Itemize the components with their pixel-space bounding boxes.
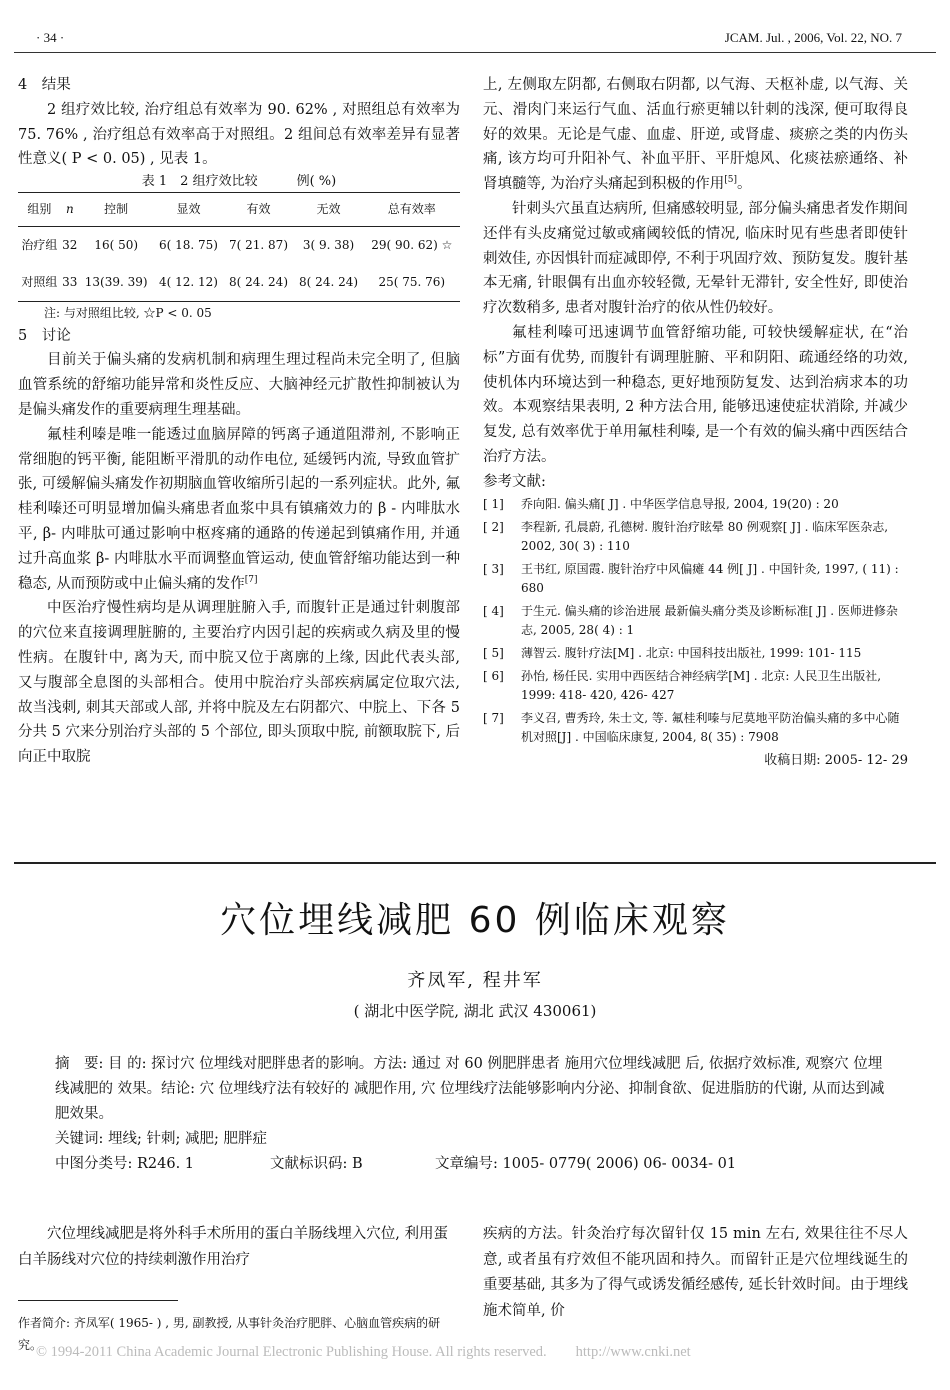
table-cell: 4( 12. 12)	[158, 274, 218, 289]
table-header: 有效	[224, 193, 294, 227]
table-header-row	[18, 193, 460, 227]
reference-item	[483, 560, 908, 598]
body-paragraph-continued: 疾病的方法。针灸治疗每次留针仅 15 min 左右, 效果往往不尽人意, 或者虽有疗效但不能巩固和持久。而留针正是穴位埋线诞生的重要基础, 其多为了得气或诱发循经感传, 延长针效时间。由于埋线施术简单, 价	[483, 1226, 908, 1319]
reference-number: [ 3]	[483, 561, 504, 576]
article-divider	[14, 862, 936, 864]
discussion-heading: 5 讨论	[18, 327, 71, 344]
article-number: 文章编号: 1005- 0779( 2006) 06- 0034- 01	[435, 1156, 737, 1172]
reference-text: 王书红, 原国霞. 腹针治疗中风偏瘫 44 例[ J] . 中国针灸, 1997, ( 11) : 680	[521, 561, 899, 595]
table-header: 控制	[79, 193, 154, 227]
left-column	[18, 73, 460, 770]
reference-text: 孙怡, 杨任民. 实用中西医结合神经病学[M] . 北京: 人民卫生出版社, 1999: 418- 420, 426- 427	[521, 668, 882, 702]
reference-number: [ 1]	[483, 496, 504, 511]
keywords: 关键词: 埋线; 针刺; 减肥; 肥胖症	[55, 1131, 267, 1147]
table-cell: 治疗组	[21, 237, 58, 252]
table-cell: 13(39. 39)	[84, 274, 148, 289]
abstract: 摘 要: 目 的: 探讨穴 位埋线对肥胖患者的影响。方法: 通过 对 60 例肥胖患者 施用穴位埋线减肥 后, 依据疗效标准, 观察穴 位埋线减肥的 效果。结论: 穴 位埋线疗法有较好的 减肥作用, 穴 位埋线疗法能够影响内分泌、抑制食欲、促进脂肪的代谢, 从而达到减肥效果。	[55, 1056, 885, 1122]
table-cell: 7( 21. 87)	[229, 237, 288, 252]
table-cell: 16( 50)	[94, 237, 139, 252]
citation: [7]	[244, 574, 258, 585]
reference-item	[483, 644, 908, 663]
reference-text: 于生元. 偏头痛的诊治进展 最新偏头痛分类及诊断标准[ J] . 医师进修杂志, 2005, 28( 4) : 1	[521, 603, 898, 637]
table-cell: 8( 24. 24)	[229, 274, 288, 289]
table-cell: 25( 75. 76)	[378, 274, 446, 289]
reference-text: 李义召, 曹秀玲, 朱士文, 等. 氟桂利嗪与尼莫地平防治偏头痛的多中心随机对照[J] . 中国临床康复, 2004, 8( 35) : 7908	[521, 710, 900, 744]
document-code: 文献标识码: B	[270, 1156, 363, 1172]
table-cell: 8( 24. 24)	[299, 274, 359, 289]
footnote-rule	[18, 1300, 178, 1301]
efficacy-table	[18, 192, 460, 301]
discussion-paragraph-5: 氟桂利嗪可迅速调节血管舒缩功能, 可较快缓解症状, 在“治标”方面有优势, 而腹针有调理脏腑、平和阴阳、疏通经络的功效, 使机体内环境达到一种稳态, 更好地预防复发、达到治病求本的功效。本观察结果表明, 2 种方法合用, 能够迅速使症状消除, 并减少复发, 总有效率优于单用氟桂利嗪, 是一个有效的偏头痛中西医结合治疗方法。	[483, 324, 908, 465]
article-title: 穴位埋线减肥 60 例临床观察	[220, 900, 730, 941]
body-left-column	[18, 1222, 448, 1273]
reference-number: [ 5]	[483, 645, 504, 660]
references-heading: 参考文献:	[483, 473, 546, 490]
table-cell: 33	[62, 274, 78, 289]
table-cell: 32	[62, 237, 78, 252]
table-note: 注: 与对照组比较, ☆P < 0. 05	[44, 305, 212, 320]
table-cell: 29( 90. 62) ☆	[371, 237, 453, 252]
received-date: 收稿日期: 2005- 12- 29	[764, 752, 908, 768]
body-right-column	[483, 1222, 908, 1324]
classification-line	[55, 1152, 885, 1177]
continued-paragraph-text: 上, 左侧取左阴都, 右侧取右阴都, 以气海、天枢补虚, 以气海、关元、滑肉门来运行气血、活血行瘀更辅以针刺的浅深, 便可取得良好的效果。无论是气虚、血虚、肝逆, 或肾虚、痰瘀之类的内伤头痛, 该方均可升阳补气、补血平肝、平肝熄风、化痰祛瘀通络、补肾填髓等, 为治疗头痛起到积极的作用	[483, 77, 908, 193]
table-header: 无效	[294, 193, 364, 227]
results-paragraph: 2 组疗效比较, 治疗组总有效率为 90. 62% , 对照组总有效率为 75. 76% , 治疗组总有效率高于对照组。2 组间总有效率差异有显著性意义( P < 0. 05) , 见表 1。	[18, 101, 460, 168]
table-caption: 表 1 2 组疗效比较 例( %)	[141, 174, 337, 190]
table-header: n	[61, 193, 79, 227]
reference-item	[483, 667, 908, 705]
reference-number: [ 2]	[483, 519, 504, 534]
table-cell: 对照组	[21, 274, 58, 289]
body-paragraph: 穴位埋线减肥是将外科手术所用的蛋白羊肠线埋入穴位, 利用蛋白羊肠线对穴位的持续刺激作用治疗	[18, 1226, 448, 1268]
discussion-paragraph-2-text: 氟桂利嗪是唯一能透过血脑屏障的钙离子通道阻滞剂, 不影响正常细胞的钙平衡, 能阻断平滑肌的动作电位, 延缓钙内流, 导致血管扩张, 可缓解偏头痛发作初期脑血管收缩所引起的一系列症状。此外, 氟桂利嗪还可明显增加偏头痛患者血浆中具有镇痛效力的 β - 内啡肽水平, β- 内啡肽可通过影响中枢疼痛的通路的传递起到镇痛作用, 并通过升高血浆 β- 内啡肽水平而调整血管运动, 使血管舒缩功能达到一种稳态, 从而预防或中止偏头痛的发作	[18, 426, 460, 592]
header-rule	[14, 52, 936, 53]
table-cell: 6( 18. 75)	[158, 237, 218, 252]
table-header: 总有效率	[364, 193, 460, 227]
discussion-paragraph-3: 中医治疗慢性病均是从调理脏腑入手, 而腹针正是通过针刺腹部的穴位来直接调理脏腑的, 主要治疗内因引起的疾病或久病及里的慢性病。在腹针中, 离为天, 而中脘又位于离廓的上缘, 因此代表头部, 又与腹部全息图的头部相合。使用中脘治疗头部疾病属定位取穴法, 故当浅刺, 刺其天部或人部, 并将中脘及左右阴都穴、中脘上、下各 5 分共 5 穴来分别治疗头部的 5 个部位, 即头顶取中脘, 前额取脘下, 后向正中取脘	[18, 600, 460, 766]
table-header: 显效	[153, 193, 223, 227]
journal-header: JCAM. Jul. , 2006, Vol. 22, NO. 7	[724, 30, 902, 45]
discussion-paragraph-1: 目前关于偏头痛的发病机制和病理生理过程尚未完全明了, 但脑血管系统的舒缩功能异常和炎性反应、大脑神经元扩散性抑制被认为是偏头痛发作的重要病理生理基础。	[18, 352, 460, 418]
reference-item	[483, 709, 908, 747]
reference-item	[483, 602, 908, 640]
table-header: 组别	[18, 193, 61, 227]
reference-number: [ 6]	[483, 668, 504, 683]
results-heading: 4 结果	[18, 77, 71, 93]
discussion-paragraph-4: 针刺头穴虽直达病所, 但痛感较明显, 部分偏头痛患者发作期间还伴有头皮痛觉过敏或痛阈较低的情况, 临床时见有些患者即使针刺效佳, 亦因惧针而症减即停, 不利于巩固疗效、预防复发。腹针基本无痛, 针眼偶有出血亦较轻微, 无晕针无滞针, 安全性好, 即使治疗次数稍多, 患者对腹针治疗的依从性仍较好。	[483, 200, 908, 317]
author-footnote: 作者简介: 齐凤军( 1965- ) , 男, 副教授, 从事针灸治疗肥胖、心脑血管疾病的研究。	[18, 1316, 441, 1352]
clc-number: 中图分类号: R246. 1	[55, 1156, 195, 1172]
reference-item	[483, 518, 908, 556]
abstract-block	[55, 1052, 885, 1177]
table-row	[18, 264, 460, 301]
continued-paragraph	[483, 73, 908, 197]
reference-item	[483, 495, 908, 514]
period: 。	[736, 176, 752, 193]
table-cell: 3( 9. 38)	[302, 237, 355, 252]
article-authors: 齐凤军, 程井军	[407, 970, 543, 991]
page-number: · 34 ·	[36, 30, 65, 45]
citation: [5]	[724, 175, 737, 186]
discussion-paragraph-2	[18, 423, 460, 597]
reference-number: [ 7]	[483, 710, 504, 725]
article-affiliation: ( 湖北中医学院, 湖北 武汉 430061)	[353, 1002, 597, 1020]
reference-text: 薄智云. 腹针疗法[M] . 北京: 中国科技出版社, 1999: 101- 115	[521, 645, 862, 660]
reference-number: [ 4]	[483, 603, 504, 618]
reference-text: 乔向阳. 偏头痛[ J] . 中华医学信息导报, 2004, 19(20) : 20	[521, 496, 839, 511]
right-column	[483, 73, 908, 771]
copyright-watermark: © 1994-2011 China Academic Journal Electronic Publishing House. All rights reserved. http://www.cnki.net	[36, 1344, 691, 1360]
table-row	[18, 226, 460, 263]
reference-list	[483, 495, 908, 747]
reference-text: 李程新, 孔晨蔚, 孔德树. 腹针治疗眩晕 80 例观察[ J] . 临床军医杂志, 2002, 30( 3) : 110	[521, 519, 889, 553]
